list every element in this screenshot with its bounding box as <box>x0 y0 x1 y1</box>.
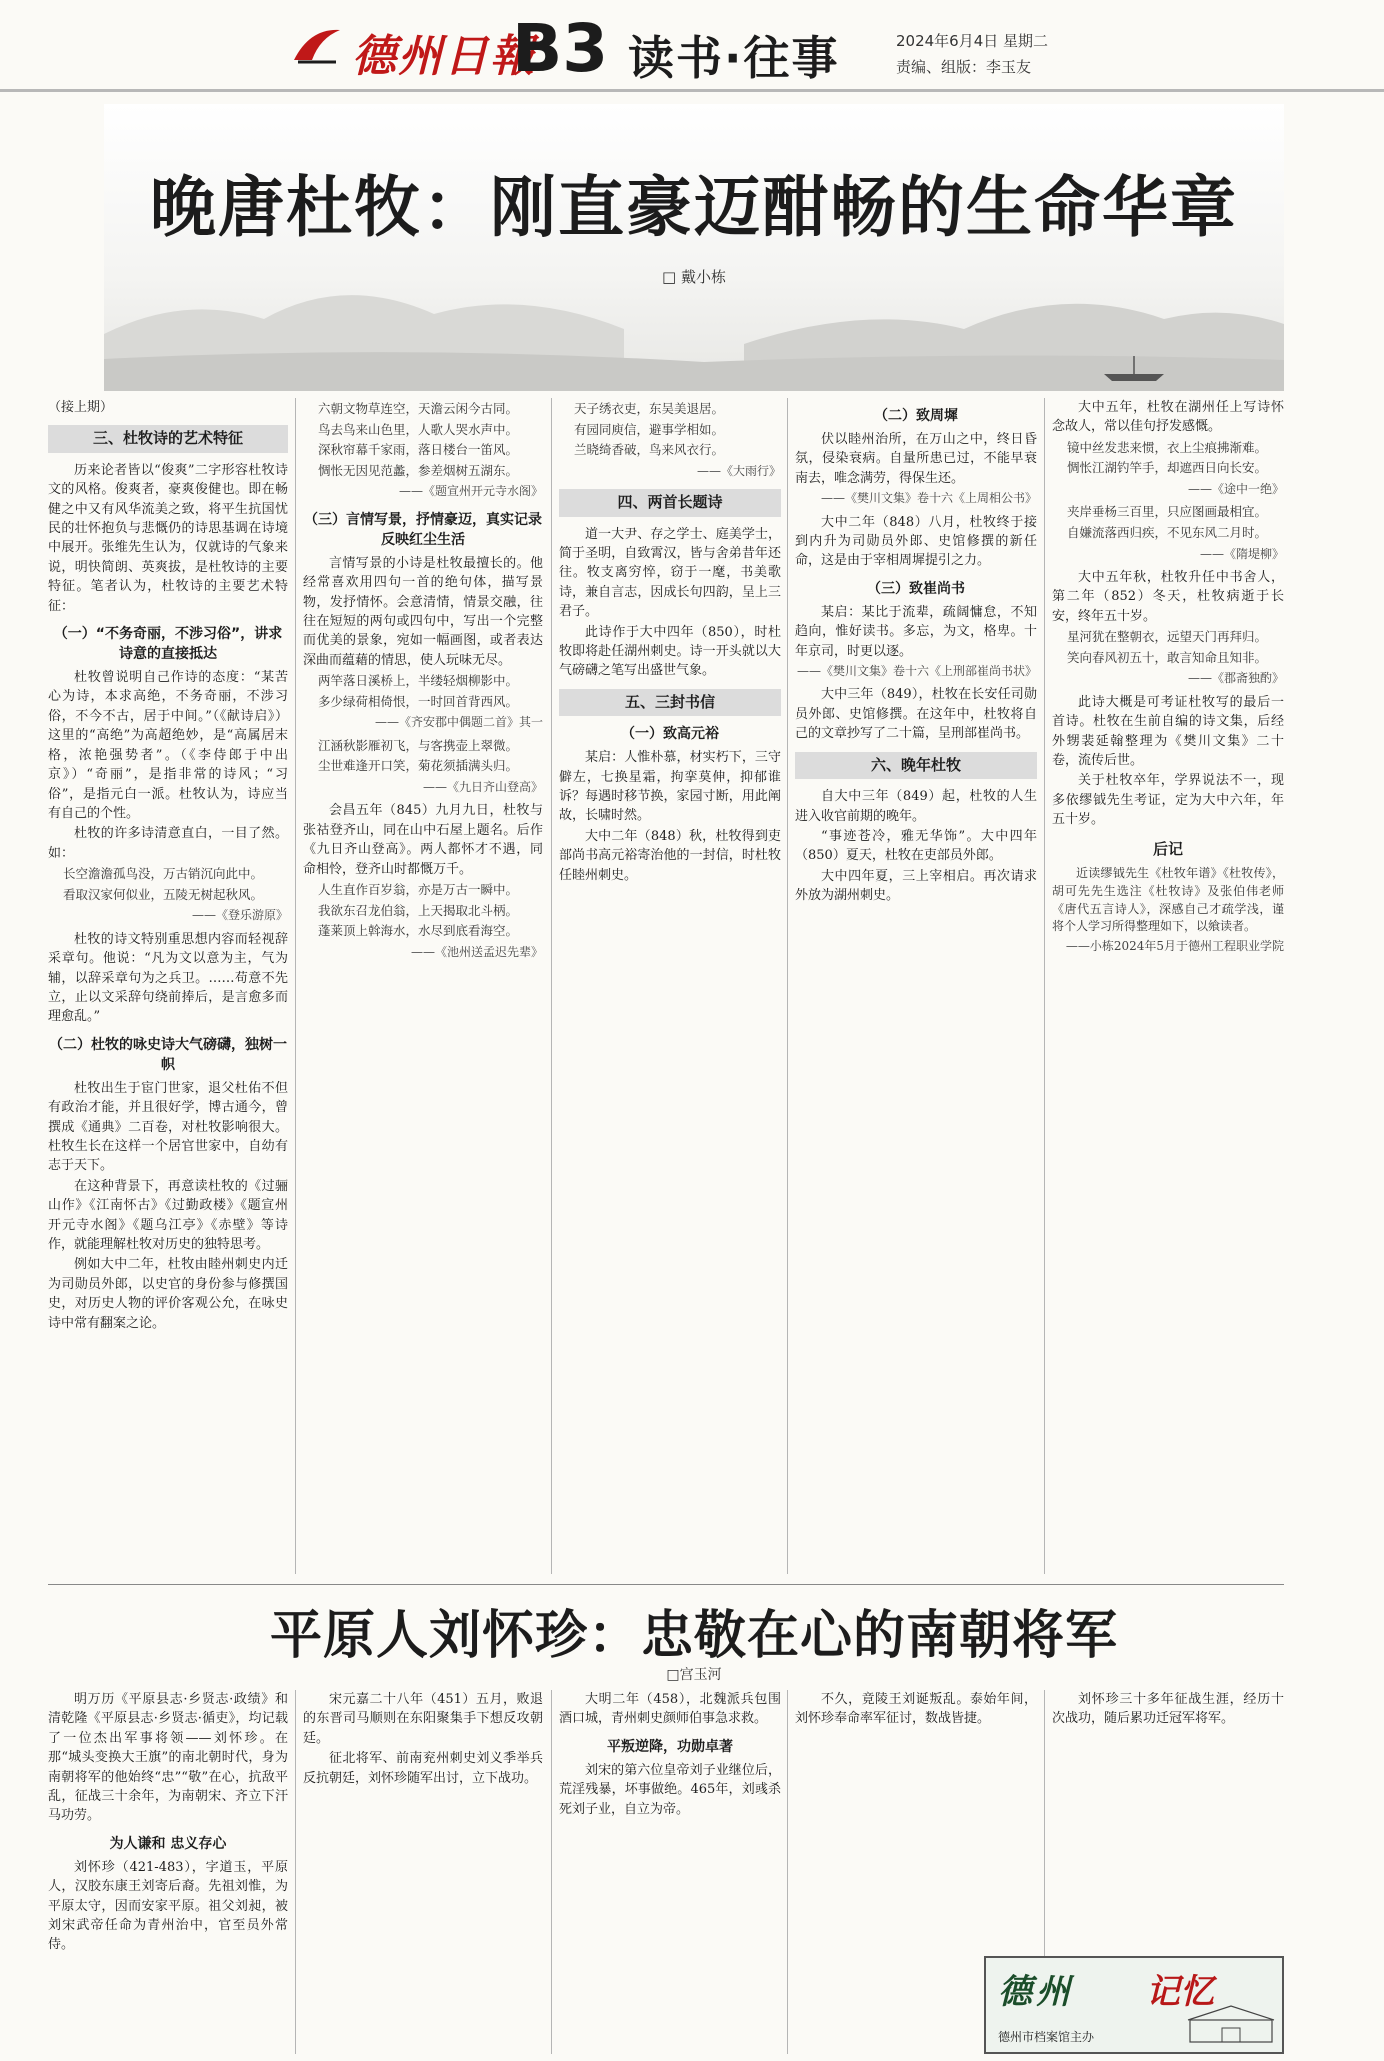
poem-line: 两竿落日溪桥上，半缕轻烟柳影中。 <box>318 673 519 689</box>
poem-line: 镜中丝发悲来惯，衣上尘痕拂渐难。 <box>1067 439 1268 455</box>
poem-citation: ——《郡斋独酌》 <box>1187 671 1284 686</box>
editor-credit: 责编、组版：李玉友 <box>896 58 1032 76</box>
article-column-5 <box>1052 398 1284 1576</box>
poem-line: 星河犹在整朝衣，远望天门再拜归。 <box>1067 629 1268 645</box>
poem-line: 自嫌流落西归疾，不见东风二月时。 <box>1067 525 1268 540</box>
paragraph: 例如大中二年，杜牧由睦州刺史内迁为司勋员外郎，以史官的身份参与修撰国史，对历史人物的评价客观公允，在咏史诗中常有翻案之论。 <box>48 1257 288 1331</box>
afterword-heading: 后记 <box>1152 839 1183 858</box>
column-divider <box>295 398 296 1574</box>
poem-line: 人生直作百岁翁，亦是万古一瞬中。 <box>318 882 519 898</box>
poem-citation: ——《齐安郡中偶题二首》其一 <box>374 715 543 730</box>
paragraph: “事迹苍冷，雅无华饰”。大中四年（850）夏天，杜牧在吏部员外郎。 <box>795 828 1037 864</box>
article-title: 平原人刘怀珍：忠敬在心的南朝将军 <box>269 1606 1118 1666</box>
paragraph: 征北将军、前南兖州刺史刘义季举兵反抗朝廷，刘怀珍随军出讨，立下战功。 <box>303 1751 543 1786</box>
subsection-heading: （一）“不务奇丽，不涉习俗”，讲求诗意的直接抵达 <box>53 626 283 663</box>
paragraph: 刘宋的第六位皇帝刘子业继位后，荒淫残暴，坏事做绝。465年，刘彧杀死刘子业，自立为帝。 <box>559 1762 781 1817</box>
paragraph: 大中五年秋，杜牧升任中书舍人，第二年（852）冬天，杜牧病逝于长安，终年五十岁。 <box>1052 570 1284 624</box>
poem-line: 有园同庾信，避事学相如。 <box>574 421 725 437</box>
column-logo-accent: 记忆 <box>1146 1972 1214 2012</box>
paragraph: 道一大尹、存之学士、庭美学士，简于圣明，自致霄汉，皆与舍弟昔年还往。牧支离穷悴，窃于一麾，书美歌诗，兼自言志，因成长句四韵，呈上三君子。 <box>559 526 781 620</box>
article-title: 晚唐杜牧：刚直豪迈酣畅的生命华章 <box>150 169 1238 246</box>
section-heading: 四、两首长题诗 <box>559 489 781 516</box>
section-heading: 五、三封书信 <box>559 689 781 716</box>
poem-line: 夹岸垂杨三百里，只应图画最相宜。 <box>1067 504 1268 520</box>
paragraph: 大中五年，杜牧在湖州任上写诗怀念故人，常以佳句抒发感慨。 <box>1052 400 1284 435</box>
article-banner <box>104 104 1284 391</box>
poem-citation: ——《池州送孟迟先辈》 <box>410 944 543 959</box>
paragraph: 杜牧出生于宦门世家，退父杜佑不但有政治才能，并且很好学，博古通今，曾撰成《通典》二百卷，对杜牧影响很大。杜牧生长在这样一个居官世家中，自幼有志于天下。 <box>48 1080 288 1174</box>
article-byline: □ 戴小栋 <box>662 268 726 286</box>
paragraph: 在这种背景下，再意读杜牧的《过骊山作》《江南怀古》《过勤政楼》《题宣州开元寺水阁》《题乌江亭》《赤壁》等诗作，就能理解杜牧对历史的独特思考。 <box>48 1178 288 1252</box>
paragraph: 自大中三年（849）起，杜牧的人生进入收官前期的晚年。 <box>795 789 1037 824</box>
poem-citation: ——《途中一绝》 <box>1187 482 1284 496</box>
poem-line: 尘世难逢开口笑，菊花须插满头归。 <box>318 758 519 774</box>
issue-date: 2024年6月4日 星期二 <box>896 32 1049 50</box>
afterword-signature: ——小栋2024年5月于德州工程职业学院 <box>1065 939 1284 954</box>
afterword-text: 近读缪钺先生《杜牧年谱》《杜牧传》，胡可先先生选注《杜牧诗》及张伯伟老师《唐代五言诗人》，深感自己才疏学浅，谨将个人学习所得整理如下，以飨读者。 <box>1052 866 1284 934</box>
article-column-2 <box>303 398 543 1576</box>
poem-citation: ——《九日齐山登高》 <box>422 780 543 794</box>
paragraph: 明万历《平原县志·乡贤志·政绩》和清乾隆《平原县志·乡贤志·循吏》，均记载了一位杰出军事将领——刘怀珍。在那“城头变换大王旗”的南北朝时代，身为南朝将军的他始终“忠”“敬”在心，抗敌平乱，征战三十余年，为南朝宋、齐立下汗马功劳。 <box>48 1692 288 1824</box>
paragraph: 此诗大概是可考证杜牧写的最后一首诗。杜牧在生前自编的诗文集，后经外甥裴延翰整理为《樊川文集》二十卷，流传后世。 <box>1052 694 1284 769</box>
paragraph: 大明二年（458），北魏派兵包围酒口城，青州刺史颜师伯事急求救。 <box>559 1692 781 1727</box>
article-column-4 <box>795 398 1037 1576</box>
poem-line: 多少绿荷相倚恨，一时回首背西风。 <box>318 693 519 709</box>
newspaper-logo-icon <box>290 24 344 66</box>
poem-line: 鸟去鸟来山色里，人歌人哭水声中。 <box>318 421 519 437</box>
section-heading: 六、晚年杜牧 <box>795 752 1037 779</box>
paragraph: 伏以睦州治所，在万山之中，终日昏氛，侵染衰病。自量所患已过，不能早衰南去，唯念满劳，得保生还。 <box>795 432 1037 486</box>
poem-citation: ——《大雨行》 <box>696 463 781 478</box>
article-column-5 <box>1052 1690 1284 1952</box>
paragraph: 此诗作于大中四年（850），时杜牧即将赴任湖州刺史。诗一开头就以大气磅礴之笔写出盛世气象。 <box>559 624 781 679</box>
paragraph: 宋元嘉二十八年（451）五月，败退的东晋司马顺则在东阳聚集手下想反攻朝廷。 <box>303 1692 543 1746</box>
paragraph: 大中三年（849），杜牧在长安任司勋员外郎、史馆修撰。在这年中，杜牧将自己的文章抄写了二十篇，呈刑部崔尚书。 <box>795 687 1037 742</box>
poem-line: 长空澹澹孤鸟没，万古销沉向此中。 <box>63 866 264 882</box>
section-heading: 三、杜牧诗的艺术特征 <box>48 425 288 452</box>
column-divider <box>551 1690 552 2054</box>
column-divider <box>787 398 788 1574</box>
paragraph: 某启：人惟朴慕，材实朽下，三守僻左，七换星霜，拘挛莫伸，抑郁谁诉？每遇时移节换，家园寸断，用此阐故，长啸时然。 <box>559 750 781 824</box>
paragraph: 杜牧的许多诗清意直白，一目了然。如： <box>48 826 288 861</box>
article-column-3 <box>559 1690 781 2054</box>
paragraph: 不久，竟陵王刘诞叛乱。泰始年间，刘怀珍奉命率军征讨，数战皆捷。 <box>795 1692 1037 1727</box>
article-separator <box>48 1584 1284 1585</box>
poem-citation: ——《隋堤柳》 <box>1199 546 1284 561</box>
column-divider <box>1044 398 1045 1574</box>
source-citation: ——《樊川文集》卷十六《上周相公书》 <box>820 491 1037 506</box>
source-citation: ——《樊川文集》卷十六《上刑部崔尚书状》 <box>796 664 1037 679</box>
paragraph: 关于杜牧卒年，学界说法不一，现多依缪钺先生考证，定为大中六年，年五十岁。 <box>1052 773 1284 828</box>
paragraph: 杜牧曾说明自己作诗的态度：“某苦心为诗，本求高绝，不务奇丽，不涉习俗，不今不古，居于中间。”（《献诗启》）这里的“高绝”为高超绝妙，是“高属居末格，浓艳强势者”。（《李侍郎于中出京》）“奇丽”，是指非常的诗风；“习俗”，是指元白一派。杜牧认为，诗应当有自己的个性。 <box>48 670 288 821</box>
continued-note: （接上期） <box>48 400 114 415</box>
paragraph: 历来论者皆以“俊爽”二字形容杜牧诗文的风格。俊爽者，豪爽俊健也。即在畅健之中又有风华流美之致，将平生抗国忧民的壮怀抱负与悲慨仍的诗思基调在诗境中展开。张维先生认为，仅就诗的气象来说，明快简朗、英爽拔，是杜牧诗的主要特征。笔者认为，杜牧诗的主要艺术特征： <box>48 462 288 614</box>
article-column-1 <box>48 398 288 1576</box>
poem-citation: ——《登乐游原》 <box>191 908 288 923</box>
poem-line: 惆怅江湖钓竿手，却遮西日向长安。 <box>1067 460 1268 476</box>
masthead <box>0 0 1384 92</box>
subsection-heading: 为人谦和 忠义存心 <box>109 1835 227 1852</box>
building-sketch-icon <box>1186 2002 1276 2046</box>
column-logo-title: 德州 <box>998 1972 1074 2012</box>
subsection-heading: （三）言情写景，抒情豪迈，真实记录反映红尘生活 <box>304 511 542 548</box>
paragraph: 大中二年（848）八月，杜牧终于接到内升为司勋员外郎、史馆修撰的新任命，这是由于宰相周墀提引之力。 <box>795 514 1037 569</box>
poem-line: 惆怅无因见范蠡，参差烟树五湖东。 <box>318 462 519 478</box>
poem-line: 笑向春风初五十，敢言知命且知非。 <box>1067 649 1268 665</box>
column-sponsor: 德州市档案馆主办 <box>998 2030 1095 2044</box>
column-logo-box <box>984 1956 1284 2054</box>
section-title: 读书·往事 <box>628 31 840 85</box>
subsection-heading: （三）致崔尚书 <box>867 580 965 597</box>
subsection-heading: 平叛逆降，功勋卓著 <box>607 1738 733 1755</box>
paragraph: 会昌五年（845）九月九日，杜牧与张祜登齐山，同在山中石屋上题名。后作《九日齐山登高》。两人都怀才不遇，同命相怜，登齐山时都慨万千。 <box>303 803 543 877</box>
article-byline: □宫玉河 <box>666 1667 722 1683</box>
poem-line: 兰晓绮香破，鸟来风衣行。 <box>574 442 725 458</box>
poem-line: 江涵秋影雁初飞，与客携壶上翠微。 <box>318 737 519 753</box>
article-column-3 <box>559 398 781 1576</box>
column-divider <box>551 398 552 1574</box>
column-divider <box>295 1690 296 2054</box>
subsection-heading: （二）致周墀 <box>874 408 958 424</box>
paragraph: 某启：某比于流辈，疏阔慵怠，不知趋向，惟好读书。多忘，为文，格卑。十年京司，时更以逐。 <box>795 604 1037 659</box>
poem-citation: ——《题宣州开元寺水阁》 <box>398 484 543 499</box>
article-column-2 <box>303 1690 543 2054</box>
column-divider <box>787 1690 788 2054</box>
subsection-heading: （一）致高元裕 <box>621 726 719 743</box>
paragraph: 刘怀珍（421-483），字道玉，平原人，汉胶东康王刘寄后裔。先祖刘惟，为平原太守，因而安家平原。祖父刘昶，被刘宋武帝任命为青州治中，官至员外常侍。 <box>48 1859 288 1953</box>
newspaper-name: 德州日報 <box>352 31 536 82</box>
poem-line: 我欲东召龙伯翁，上天揭取北斗柄。 <box>318 902 519 918</box>
poem-line: 深秋帘幕千家雨，落日楼台一笛风。 <box>318 442 519 458</box>
poem-line: 六朝文物草连空，天澹云闲今古同。 <box>318 401 519 416</box>
article-column-1 <box>48 1690 288 2054</box>
paragraph: 杜牧的诗文特别重思想内容而轻视辞采章句。他说：“凡为文以意为主，气为辅，以辞采章句为之兵卫。……苟意不先立，止以文采辞句绕前捧后，是言愈多而理愈乱。” <box>48 931 288 1025</box>
paragraph: 大中二年（848）秋，杜牧得到吏部尚书高元裕寄治他的一封信，时杜牧任睦州刺史。 <box>559 828 781 883</box>
paragraph: 言情写景的小诗是杜牧最擅长的。他经常喜欢用四句一首的绝句体，描写景物，发抒情怀。会意清情，情景交融，往往在短短的两句或四句中，写出一个完整而优美的景象，宛如一幅画图，或者表达深曲而蕴藉的情思，使人玩味无尽。 <box>303 555 543 668</box>
subsection-heading: （二）杜牧的咏史诗大气磅礴，独树一帜 <box>49 1036 287 1073</box>
paragraph: 刘怀珍三十多年征战生涯，经历十次战功，随后累功迁冠军将军。 <box>1052 1692 1284 1727</box>
page-number: B3 <box>512 10 609 87</box>
poem-line: 看取汉家何似业，五陵无树起秋风。 <box>63 886 264 902</box>
poem-line: 天子绣衣吏，东吴美退居。 <box>574 401 725 416</box>
poem-line: 蓬莱顶上斡海水，水尽到底看海空。 <box>318 923 519 939</box>
paragraph: 大中四年夏，三上宰相启。再次请求外放为湖州刺史。 <box>795 868 1037 904</box>
